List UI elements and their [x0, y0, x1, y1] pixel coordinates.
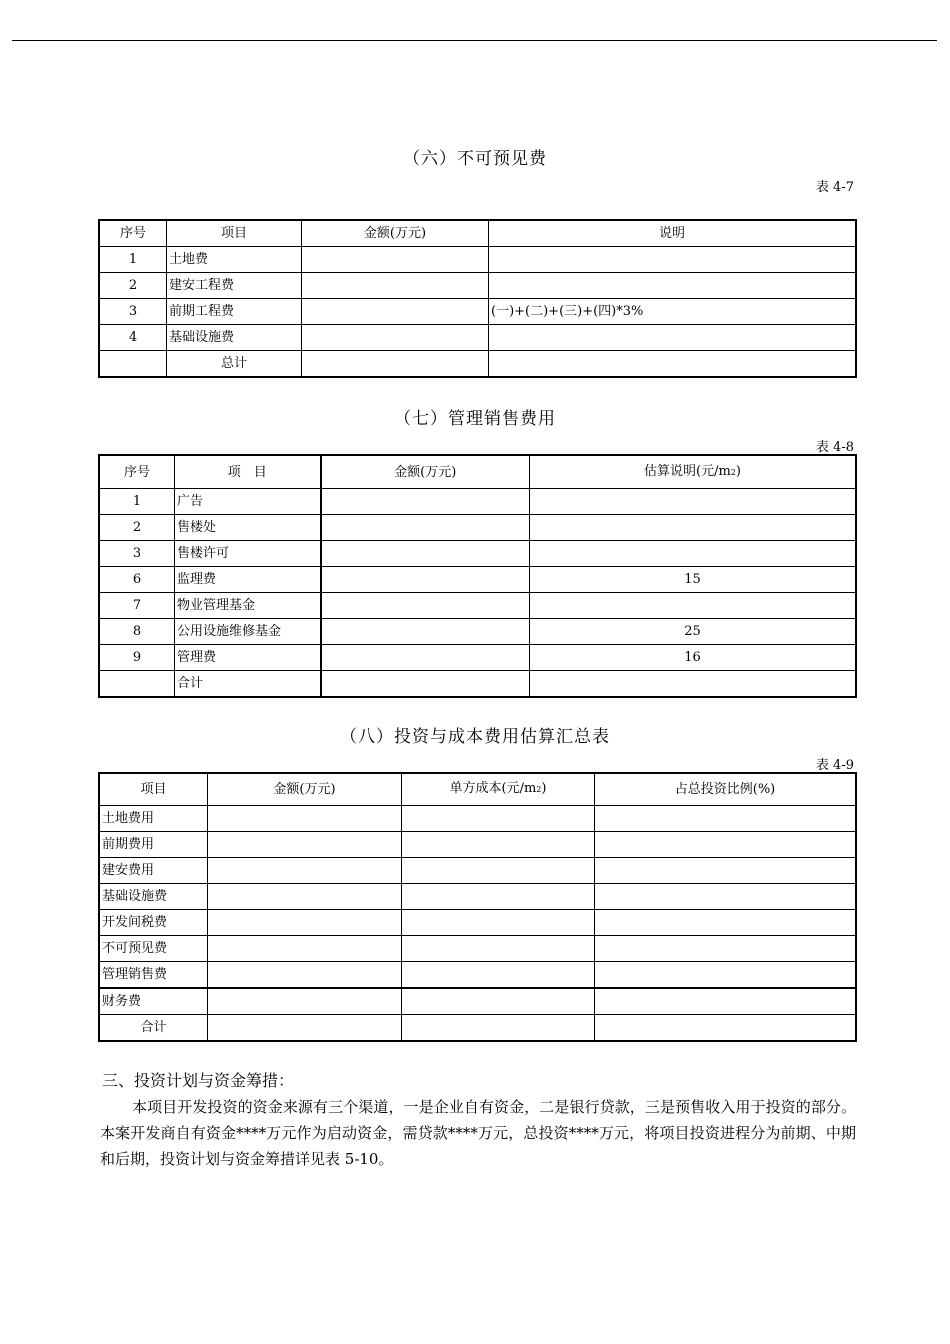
- table-row: [100, 936, 856, 962]
- table-row: [100, 489, 856, 515]
- superscript-2: 2: [730, 468, 736, 477]
- row-ratio: [595, 962, 856, 989]
- table-row: [100, 515, 856, 541]
- row-unit-cost: [402, 806, 595, 832]
- row-amount: [302, 325, 489, 351]
- header-cell: 金额(万元): [321, 456, 530, 489]
- row-number: 3: [100, 541, 175, 567]
- superscript-2: 2: [536, 785, 542, 794]
- row-number: 1: [100, 489, 175, 515]
- row-note: 15: [530, 567, 856, 593]
- row-amount: [302, 247, 489, 273]
- row-note: [530, 593, 856, 619]
- table-row: [100, 884, 856, 910]
- total-note: [530, 671, 856, 697]
- row-number: 4: [100, 325, 167, 351]
- section-title-investment-summary: （八）投资与成本费用估算汇总表: [340, 727, 610, 747]
- row-amount: [208, 910, 402, 936]
- row-ratio: [595, 858, 856, 884]
- row-note: 16: [530, 645, 856, 671]
- row-note: [530, 515, 856, 541]
- section-title-management-sales: （七）管理销售费用: [394, 409, 556, 429]
- total-label: 合计: [100, 1015, 208, 1041]
- row-item: 基础设施费: [100, 884, 208, 910]
- total-row: [100, 351, 856, 377]
- table-number-4-7: 表 4-7: [815, 180, 854, 195]
- table-number-4-8: 表 4-8: [815, 440, 854, 455]
- management-sales-table: [99, 455, 856, 697]
- row-number: 7: [100, 593, 175, 619]
- header-text-close: ): [541, 781, 547, 796]
- row-ratio: [595, 988, 856, 1015]
- row-item: 建安费用: [100, 858, 208, 884]
- row-item: 管理销售费: [100, 962, 208, 989]
- table-row: [100, 619, 856, 645]
- header-text: 单方成本(元/m: [449, 781, 537, 796]
- row-amount: [208, 858, 402, 884]
- total-ratio: [595, 1015, 856, 1041]
- investment-summary-table: [99, 773, 856, 1041]
- row-item: 售楼处: [175, 515, 321, 541]
- table-row: [100, 593, 856, 619]
- table-row: [100, 858, 856, 884]
- row-number: 2: [100, 515, 175, 541]
- table-row: [100, 273, 856, 299]
- header-cell: 项目: [167, 221, 302, 247]
- total-row: [100, 1015, 856, 1041]
- row-amount: [302, 273, 489, 299]
- header-cell: [402, 774, 595, 806]
- row-item: 不可预见费: [100, 936, 208, 962]
- table-row: [100, 806, 856, 832]
- row-note: [489, 273, 856, 299]
- row-number: 2: [100, 273, 167, 299]
- row-item: 建安工程费: [167, 273, 302, 299]
- table-row: [100, 325, 856, 351]
- row-unit-cost: [402, 936, 595, 962]
- row-unit-cost: [402, 988, 595, 1015]
- row-amount: [208, 884, 402, 910]
- row-amount: [208, 832, 402, 858]
- total-label: 合计: [175, 671, 321, 697]
- header-cell: [530, 456, 856, 489]
- header-cell: 金额(万元): [208, 774, 402, 806]
- row-item: 土地费: [167, 247, 302, 273]
- body-paragraph: 本项目开发投资的资金来源有三个渠道，一是企业自有资金，二是银行贷款，三是预售收入用于投资的部分。本案开发商自有资金****万元作为启动资金，需贷款****万元，总投资****万元，将项目投资进程分为前期、中期和后期，投资计划与资金筹措详见表 5-10。: [100, 1098, 856, 1168]
- row-item: 前期工程费: [167, 299, 302, 325]
- row-unit-cost: [402, 910, 595, 936]
- row-ratio: [595, 910, 856, 936]
- row-amount: [208, 936, 402, 962]
- row-item: 公用设施维修基金: [175, 619, 321, 645]
- row-number: 6: [100, 567, 175, 593]
- total-row: [100, 671, 856, 697]
- header-cell: 项目: [100, 774, 208, 806]
- table-row: [100, 645, 856, 671]
- row-note: [530, 489, 856, 515]
- row-item: 售楼许可: [175, 541, 321, 567]
- row-ratio: [595, 832, 856, 858]
- table-row: [100, 247, 856, 273]
- total-number: [100, 351, 167, 377]
- row-item: 土地费用: [100, 806, 208, 832]
- table-row: [100, 988, 856, 1015]
- row-ratio: [595, 806, 856, 832]
- row-amount: [321, 489, 530, 515]
- table-number-4-9: 表 4-9: [815, 758, 854, 773]
- row-unit-cost: [402, 962, 595, 989]
- row-unit-cost: [402, 832, 595, 858]
- table-header-row: [100, 221, 856, 247]
- row-note: 25: [530, 619, 856, 645]
- section-title-contingency: （六）不可预见费: [403, 149, 547, 169]
- total-amount: [208, 1015, 402, 1041]
- row-ratio: [595, 936, 856, 962]
- row-item: 管理费: [175, 645, 321, 671]
- row-item: 基础设施费: [167, 325, 302, 351]
- row-number: 9: [100, 645, 175, 671]
- header-cell: 说明: [489, 221, 856, 247]
- header-cell: 项 目: [175, 456, 321, 489]
- header-cell: 序号: [100, 456, 175, 489]
- total-amount: [321, 671, 530, 697]
- header-cell: 序号: [100, 221, 167, 247]
- row-note: [489, 325, 856, 351]
- row-unit-cost: [402, 858, 595, 884]
- row-amount: [321, 619, 530, 645]
- table-row: [100, 832, 856, 858]
- row-note: [489, 247, 856, 273]
- row-amount: [321, 567, 530, 593]
- row-number: 1: [100, 247, 167, 273]
- row-amount: [321, 593, 530, 619]
- total-number: [100, 671, 175, 697]
- row-item: 财务费: [100, 988, 208, 1015]
- table-header-row: [100, 456, 856, 489]
- table-row: [100, 541, 856, 567]
- row-amount: [321, 515, 530, 541]
- total-note: [489, 351, 856, 377]
- row-item: 物业管理基金: [175, 593, 321, 619]
- header-rule: [12, 40, 937, 41]
- header-cell: 占总投资比例(%): [595, 774, 856, 806]
- section-heading-investment-plan: 三、投资计划与资金筹措：: [102, 1071, 295, 1090]
- row-note: (一)+(二)+(三)+(四)*3%: [489, 299, 856, 325]
- row-item: 广告: [175, 489, 321, 515]
- table-row: [100, 567, 856, 593]
- row-amount: [302, 299, 489, 325]
- row-item: 开发间税费: [100, 910, 208, 936]
- row-amount: [321, 645, 530, 671]
- row-amount: [321, 541, 530, 567]
- table-row: [100, 299, 856, 325]
- row-number: 8: [100, 619, 175, 645]
- row-ratio: [595, 884, 856, 910]
- header-text-close: ): [735, 464, 741, 479]
- table-row: [100, 962, 856, 989]
- header-cell: 金额(万元): [302, 221, 489, 247]
- row-unit-cost: [402, 884, 595, 910]
- total-unit-cost: [402, 1015, 595, 1041]
- contingency-table: [99, 220, 856, 377]
- table-row: [100, 910, 856, 936]
- header-text: 估算说明(元/m: [644, 464, 731, 479]
- row-amount: [208, 962, 402, 989]
- total-amount: [302, 351, 489, 377]
- row-note: [530, 541, 856, 567]
- total-label: 总计: [167, 351, 302, 377]
- table-header-row: [100, 774, 856, 806]
- row-item: 监理费: [175, 567, 321, 593]
- row-number: 3: [100, 299, 167, 325]
- row-amount: [208, 806, 402, 832]
- row-item: 前期费用: [100, 832, 208, 858]
- row-amount: [208, 988, 402, 1015]
